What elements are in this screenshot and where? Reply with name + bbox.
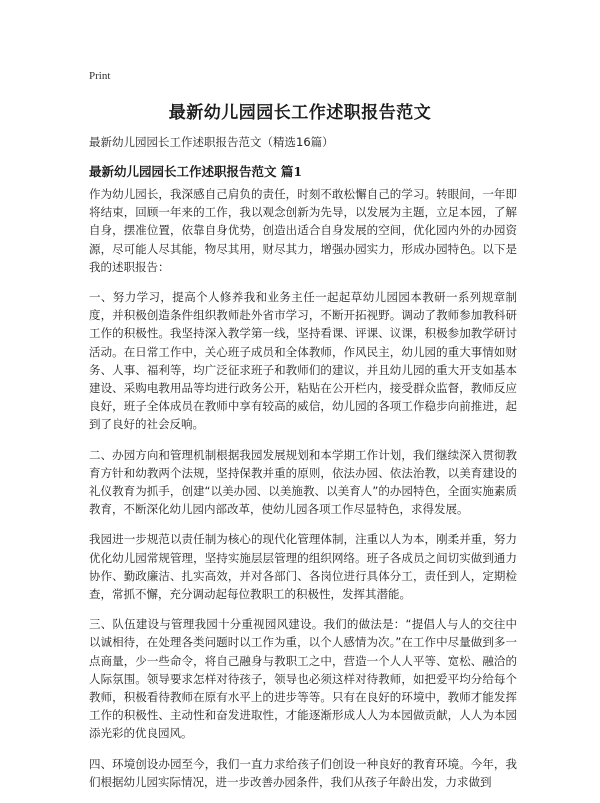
document-body	[89, 185, 517, 803]
document-subtitle: 最新幼儿园园长工作述职报告范文（精选16篇）	[89, 135, 334, 149]
paragraph-direction: 二、办园方向和管理机制根据我园发展规划和本学期工作计划，我们继续深入贯彻教育方针和幼教两个法规，坚持保教并重的原则，依法办园、依法治教，以美育建设的礼仪教育为抓手，创建“以美办园、以美施教、以美育人”的办园特色，全面实施素质教育，不断深化幼儿园内部改革，使幼儿园各项工作尽显特色，求得发展。	[89, 447, 517, 517]
paragraph-intro: 作为幼儿园长，我深感自己肩负的责任，时刻不敢松懈自己的学习。转眼间，一年即将结束，回顾一年来的工作，我以观念创新为先导，以发展为主题，立足本园，了解自身，摆准位置，依靠自身优势，创造出适合自身发展的空间，优化园内外的办园资源，尽可能人尽其能，物尽其用，财尽其力，增强办园实力，形成办园特色。以下是我的述职报告：	[89, 187, 517, 274]
document-title: 最新幼儿园园长工作述职报告范文	[168, 103, 432, 123]
paragraph-management: 我园进一步规范以责任制为核心的现代化管理体制，注重以人为本，刚柔并重，努力优化幼儿园常规管理，坚持实施层层管理的组织网络。班子各成员之间切实做到通力协作、勤政廉洁、扎实高效，并对各部门、各岗位进行具体分工，责任到人，定期检查，常抓不懈，充分调动起每位教职工的积极性，发挥其潜能。	[89, 532, 517, 602]
paragraph-environment: 四、环境创设办园至今，我们一直力求给孩子们创设一种良好的教育环境。今年，我们根据幼儿园实际情况，进一步改善办园条件，我们从孩子年龄出发，力求做到	[89, 756, 517, 789]
section-heading: 最新幼儿园园长工作述职报告范文 篇1	[89, 164, 303, 179]
paragraph-team: 三、队伍建设与管理我园十分重视园风建设。我们的做法是：“提倡人与人的交往中以诚相待，在处理各类问题时以工作为重，以个人感情为次。”在工作中尽量做到多一点商量，少一些命令，将自己融身与教职工之中，营造一个人人平等、宽松、融洽的人际氛围。领导要求怎样对待孩子，领导也必须这样对待教师，如把爱平均分给每个教师，积极看待教师在原有水平上的进步等等。只有在良好的环境中，教师才能发挥工作的积极性、主动性和奋发进取性，才能逐渐形成人人为本园做贡献，人人为本园添光彩的优良园风。	[89, 617, 517, 741]
print-label: Print	[89, 70, 111, 82]
paragraph-study: 一、努力学习，提高个人修养我和业务主任一起起草幼儿园园本教研一系列规章制度，并积极创造条件组织教师赴外省市学习，不断开拓视野。调动了教师参加教科研工作的积极性。我坚持深入教学第一线，坚持看课、评课、议课，积极参加教学研讨活动。在日常工作中，关心班子成员和全体教师，作风民主，幼儿园的重大事情如财务、人事、福利等，均广泛征求班子和教师们的建议，并且幼儿园的重大开支如基本建设、采购电教用品等均进行政务公开，粘贴在公开栏内，接受群众监督，教师反应良好，班子全体成员在教师中享有较高的威信，幼儿园的各项工作稳步向前推进，起到了良好的社会反响。	[89, 290, 517, 432]
